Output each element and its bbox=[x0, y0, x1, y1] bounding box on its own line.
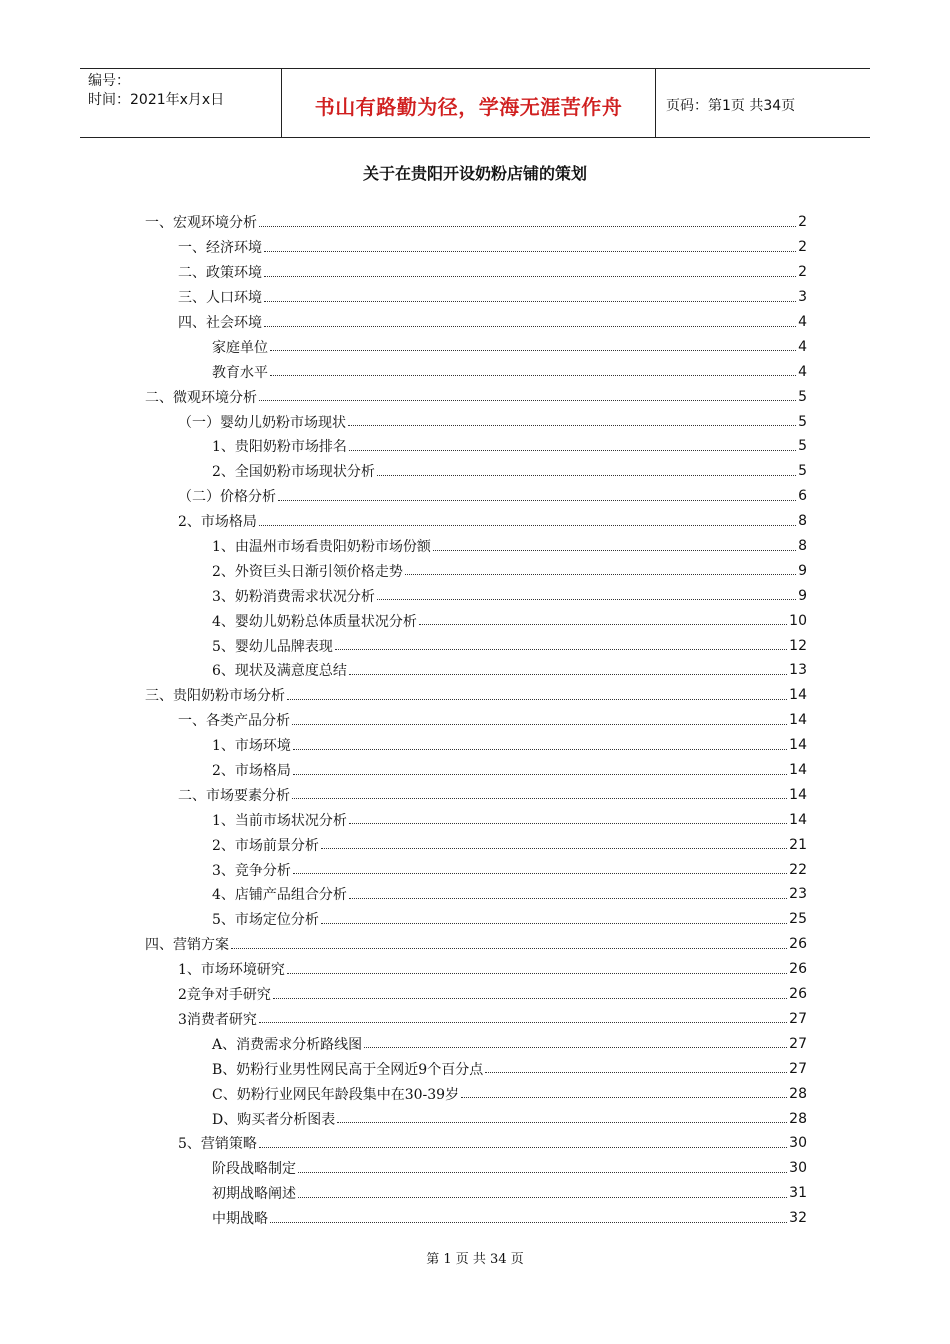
toc-leader-dots bbox=[270, 375, 796, 376]
toc-entry[interactable] bbox=[145, 534, 807, 559]
toc-entry[interactable] bbox=[145, 1106, 807, 1131]
toc-entry-page-number: 13 bbox=[789, 662, 807, 679]
toc-leader-dots bbox=[349, 823, 787, 824]
toc-entry-text: 三、人口环境 bbox=[178, 290, 262, 307]
toc-entry-page-number: 26 bbox=[789, 936, 807, 953]
toc-entry-text: 二、微观环境分析 bbox=[145, 389, 257, 406]
document-number-label: 编号： bbox=[88, 73, 130, 89]
toc-leader-dots bbox=[292, 798, 787, 799]
toc-leader-dots bbox=[433, 550, 796, 551]
toc-entry-text: （一）婴幼儿奶粉市场现状 bbox=[178, 414, 346, 431]
toc-entry-text: 三、贵阳奶粉市场分析 bbox=[145, 688, 285, 705]
toc-entry[interactable] bbox=[145, 733, 807, 758]
toc-entry-text: 4、店铺产品组合分析 bbox=[212, 887, 347, 904]
toc-entry-page-number: 31 bbox=[789, 1185, 807, 1202]
toc-entry-page-number: 14 bbox=[789, 786, 807, 803]
toc-entry-page-number: 27 bbox=[789, 1060, 807, 1077]
toc-entry-page-number: 14 bbox=[789, 687, 807, 704]
toc-leader-dots bbox=[270, 1222, 787, 1223]
toc-entry[interactable] bbox=[145, 1007, 807, 1032]
toc-leader-dots bbox=[321, 848, 787, 849]
toc-leader-dots bbox=[259, 1022, 787, 1023]
toc-entry-page-number: 8 bbox=[798, 538, 807, 555]
toc-leader-dots bbox=[298, 1197, 787, 1198]
toc-entry-page-number: 3 bbox=[798, 289, 807, 306]
toc-entry-page-number: 27 bbox=[789, 1010, 807, 1027]
toc-entry-text: 四、营销方案 bbox=[145, 937, 229, 954]
toc-entry-text: 一、宏观环境分析 bbox=[145, 215, 257, 232]
toc-entry-page-number: 5 bbox=[798, 413, 807, 430]
toc-entry-page-number: 2 bbox=[798, 214, 807, 231]
toc-leader-dots bbox=[349, 450, 796, 451]
toc-entry-text: D、购买者分析图表 bbox=[212, 1111, 336, 1128]
toc-entry-text: B、奶粉行业男性网民高于全网近9个百分点 bbox=[212, 1061, 484, 1078]
toc-leader-dots bbox=[264, 326, 796, 327]
toc-entry[interactable] bbox=[145, 608, 807, 633]
toc-leader-dots bbox=[298, 1172, 787, 1173]
toc-leader-dots bbox=[259, 226, 796, 227]
toc-entry-text: 阶段战略制定 bbox=[212, 1161, 296, 1178]
toc-entry-page-number: 14 bbox=[789, 712, 807, 729]
toc-entry[interactable] bbox=[145, 683, 807, 708]
toc-entry-page-number: 21 bbox=[789, 836, 807, 853]
toc-leader-dots bbox=[461, 1097, 787, 1098]
toc-entry[interactable] bbox=[145, 235, 807, 260]
toc-entry-text: 1、市场环境研究 bbox=[178, 962, 285, 979]
toc-entry-page-number: 28 bbox=[789, 1085, 807, 1102]
toc-entry[interactable] bbox=[145, 260, 807, 285]
toc-entry[interactable] bbox=[145, 957, 807, 982]
toc-entry-text: 二、市场要素分析 bbox=[178, 787, 290, 804]
header-motto: 书山有路勤为径，学海无涯苦作舟 bbox=[314, 95, 623, 119]
toc-leader-dots bbox=[321, 923, 787, 924]
toc-leader-dots bbox=[287, 973, 787, 974]
toc-entry[interactable] bbox=[145, 633, 807, 658]
toc-entry[interactable] bbox=[145, 583, 807, 608]
toc-entry-page-number: 9 bbox=[798, 587, 807, 604]
toc-entry-page-number: 32 bbox=[789, 1210, 807, 1227]
toc-entry[interactable] bbox=[145, 384, 807, 409]
toc-entry-text: 1、市场环境 bbox=[212, 738, 291, 755]
header-meta-cell bbox=[80, 69, 282, 137]
toc-entry-page-number: 30 bbox=[789, 1135, 807, 1152]
toc-entry-page-number: 5 bbox=[798, 438, 807, 455]
toc-leader-dots bbox=[292, 724, 787, 725]
toc-entry-text: 一、经济环境 bbox=[178, 240, 262, 257]
toc-leader-dots bbox=[293, 749, 787, 750]
toc-leader-dots bbox=[264, 251, 796, 252]
toc-entry-text: 3消费者研究 bbox=[178, 1011, 257, 1028]
toc-entry-page-number: 9 bbox=[798, 562, 807, 579]
toc-leader-dots bbox=[264, 301, 796, 302]
toc-entry-page-number: 14 bbox=[789, 762, 807, 779]
toc-entry-text: 1、贵阳奶粉市场排名 bbox=[212, 439, 347, 456]
toc-leader-dots bbox=[231, 948, 787, 949]
toc-entry-page-number: 2 bbox=[798, 239, 807, 256]
toc-entry-text: 教育水平 bbox=[212, 364, 268, 381]
toc-entry-text: 5、婴幼儿品牌表现 bbox=[212, 638, 333, 655]
toc-entry[interactable] bbox=[145, 982, 807, 1007]
toc-entry[interactable] bbox=[145, 758, 807, 783]
toc-leader-dots bbox=[377, 475, 796, 476]
toc-leader-dots bbox=[264, 276, 796, 277]
toc-entry-text: （二）价格分析 bbox=[178, 489, 276, 506]
toc-entry-page-number: 12 bbox=[789, 637, 807, 654]
toc-entry-page-number: 26 bbox=[789, 961, 807, 978]
toc-entry-text: 一、各类产品分析 bbox=[178, 713, 290, 730]
toc-entry[interactable] bbox=[145, 807, 807, 832]
toc-entry-text: 5、营销策略 bbox=[178, 1136, 257, 1153]
toc-entry-text: 2竞争对手研究 bbox=[178, 987, 271, 1004]
toc-entry-page-number: 30 bbox=[789, 1160, 807, 1177]
toc-entry-text: 初期战略阐述 bbox=[212, 1186, 296, 1203]
toc-entry-text: C、奶粉行业网民年龄段集中在30-39岁 bbox=[212, 1086, 460, 1103]
toc-entry[interactable] bbox=[145, 782, 807, 807]
header-page-cell bbox=[656, 69, 870, 137]
toc-entry-page-number: 8 bbox=[798, 513, 807, 530]
toc-leader-dots bbox=[278, 500, 796, 501]
document-time-label: 时间：2021年x月x日 bbox=[88, 92, 225, 108]
toc-leader-dots bbox=[287, 699, 787, 700]
document-header bbox=[80, 68, 870, 138]
toc-entry-page-number: 6 bbox=[798, 488, 807, 505]
toc-leader-dots bbox=[485, 1072, 787, 1073]
header-page-info: 页码：第1页 共34页 bbox=[666, 98, 796, 114]
toc-leader-dots bbox=[293, 873, 787, 874]
toc-entry[interactable] bbox=[145, 334, 807, 359]
header-motto-cell bbox=[282, 69, 656, 137]
toc-leader-dots bbox=[335, 649, 787, 650]
toc-entry[interactable] bbox=[145, 558, 807, 583]
toc-entry[interactable] bbox=[145, 1131, 807, 1156]
toc-entry[interactable] bbox=[145, 1181, 807, 1206]
toc-entry-page-number: 4 bbox=[798, 314, 807, 330]
toc-entry-text: 1、由温州市场看贵阳奶粉市场份额 bbox=[212, 539, 431, 556]
toc-entry-text: 2、市场前景分析 bbox=[212, 837, 319, 854]
toc-leader-dots bbox=[259, 400, 796, 401]
toc-entry-text: 中期战略 bbox=[212, 1211, 268, 1228]
toc-entry[interactable] bbox=[145, 484, 807, 509]
toc-entry-text: 二、政策环境 bbox=[178, 265, 262, 282]
toc-leader-dots bbox=[419, 624, 787, 625]
toc-entry-text: 2、全国奶粉市场现状分析 bbox=[212, 464, 375, 481]
toc-entry[interactable] bbox=[145, 459, 807, 484]
toc-entry-page-number: 22 bbox=[789, 861, 807, 878]
toc-leader-dots bbox=[270, 350, 796, 351]
toc-leader-dots bbox=[349, 674, 787, 675]
toc-entry[interactable] bbox=[145, 310, 807, 335]
table-of-contents bbox=[145, 210, 807, 1231]
toc-entry[interactable] bbox=[145, 409, 807, 434]
toc-leader-dots bbox=[405, 574, 796, 575]
toc-leader-dots bbox=[377, 599, 796, 600]
document-title: 关于在贵阳开设奶粉店铺的策划 bbox=[362, 164, 587, 183]
toc-entry[interactable] bbox=[145, 832, 807, 857]
toc-entry[interactable] bbox=[145, 210, 807, 235]
toc-entry-text: 5、市场定位分析 bbox=[212, 912, 319, 929]
toc-entry-text: A、消费需求分析路线图 bbox=[212, 1036, 363, 1053]
toc-entry-page-number: 10 bbox=[789, 612, 807, 629]
toc-entry[interactable] bbox=[145, 359, 807, 384]
toc-entry-text: 家庭单位 bbox=[212, 339, 268, 356]
toc-entry[interactable] bbox=[145, 1156, 807, 1181]
toc-entry-text: 4、婴幼儿奶粉总体质量状况分析 bbox=[212, 613, 417, 630]
toc-entry-page-number: 5 bbox=[798, 463, 807, 480]
toc-entry[interactable] bbox=[145, 932, 807, 957]
toc-leader-dots bbox=[273, 998, 787, 999]
toc-entry[interactable] bbox=[145, 658, 807, 683]
toc-entry-text: 2、外资巨头日渐引领价格走势 bbox=[212, 563, 403, 580]
toc-entry-page-number: 14 bbox=[789, 811, 807, 828]
toc-leader-dots bbox=[259, 525, 796, 526]
toc-entry[interactable] bbox=[145, 285, 807, 310]
toc-entry[interactable] bbox=[145, 1206, 807, 1231]
toc-entry-page-number: 14 bbox=[789, 737, 807, 754]
toc-entry-page-number: 2 bbox=[798, 264, 807, 281]
toc-entry-text: 6、现状及满意度总结 bbox=[212, 663, 347, 680]
toc-entry-text: 四、社会环境 bbox=[178, 315, 262, 331]
toc-entry-text: 3、奶粉消费需求状况分析 bbox=[212, 588, 375, 605]
toc-leader-dots bbox=[364, 1047, 787, 1048]
toc-entry[interactable] bbox=[145, 857, 807, 882]
toc-entry-page-number: 5 bbox=[798, 388, 807, 405]
toc-entry[interactable] bbox=[145, 708, 807, 733]
toc-entry-text: 1、当前市场状况分析 bbox=[212, 812, 347, 829]
toc-leader-dots bbox=[259, 1147, 787, 1148]
toc-entry[interactable] bbox=[145, 509, 807, 534]
page-footer: 第 1 页 共 34 页 bbox=[426, 1252, 524, 1267]
toc-leader-dots bbox=[349, 898, 787, 899]
toc-entry-page-number: 4 bbox=[798, 363, 807, 380]
toc-entry-text: 2、市场格局 bbox=[212, 763, 291, 780]
toc-leader-dots bbox=[348, 425, 796, 426]
toc-entry[interactable] bbox=[145, 1031, 807, 1056]
toc-entry-page-number: 4 bbox=[798, 338, 807, 355]
toc-leader-dots bbox=[293, 774, 787, 775]
toc-entry-page-number: 27 bbox=[789, 1035, 807, 1052]
toc-entry[interactable] bbox=[145, 1081, 807, 1106]
toc-entry-page-number: 23 bbox=[789, 886, 807, 903]
toc-entry[interactable] bbox=[145, 434, 807, 459]
toc-entry-page-number: 28 bbox=[789, 1110, 807, 1127]
toc-entry-text: 2、市场格局 bbox=[178, 514, 257, 531]
toc-entry[interactable] bbox=[145, 1056, 807, 1081]
toc-entry-page-number: 25 bbox=[789, 911, 807, 928]
toc-entry[interactable] bbox=[145, 882, 807, 907]
toc-entry[interactable] bbox=[145, 907, 807, 932]
toc-entry-page-number: 26 bbox=[789, 986, 807, 1003]
toc-entry-text: 3、竞争分析 bbox=[212, 862, 291, 879]
toc-leader-dots bbox=[337, 1122, 787, 1123]
